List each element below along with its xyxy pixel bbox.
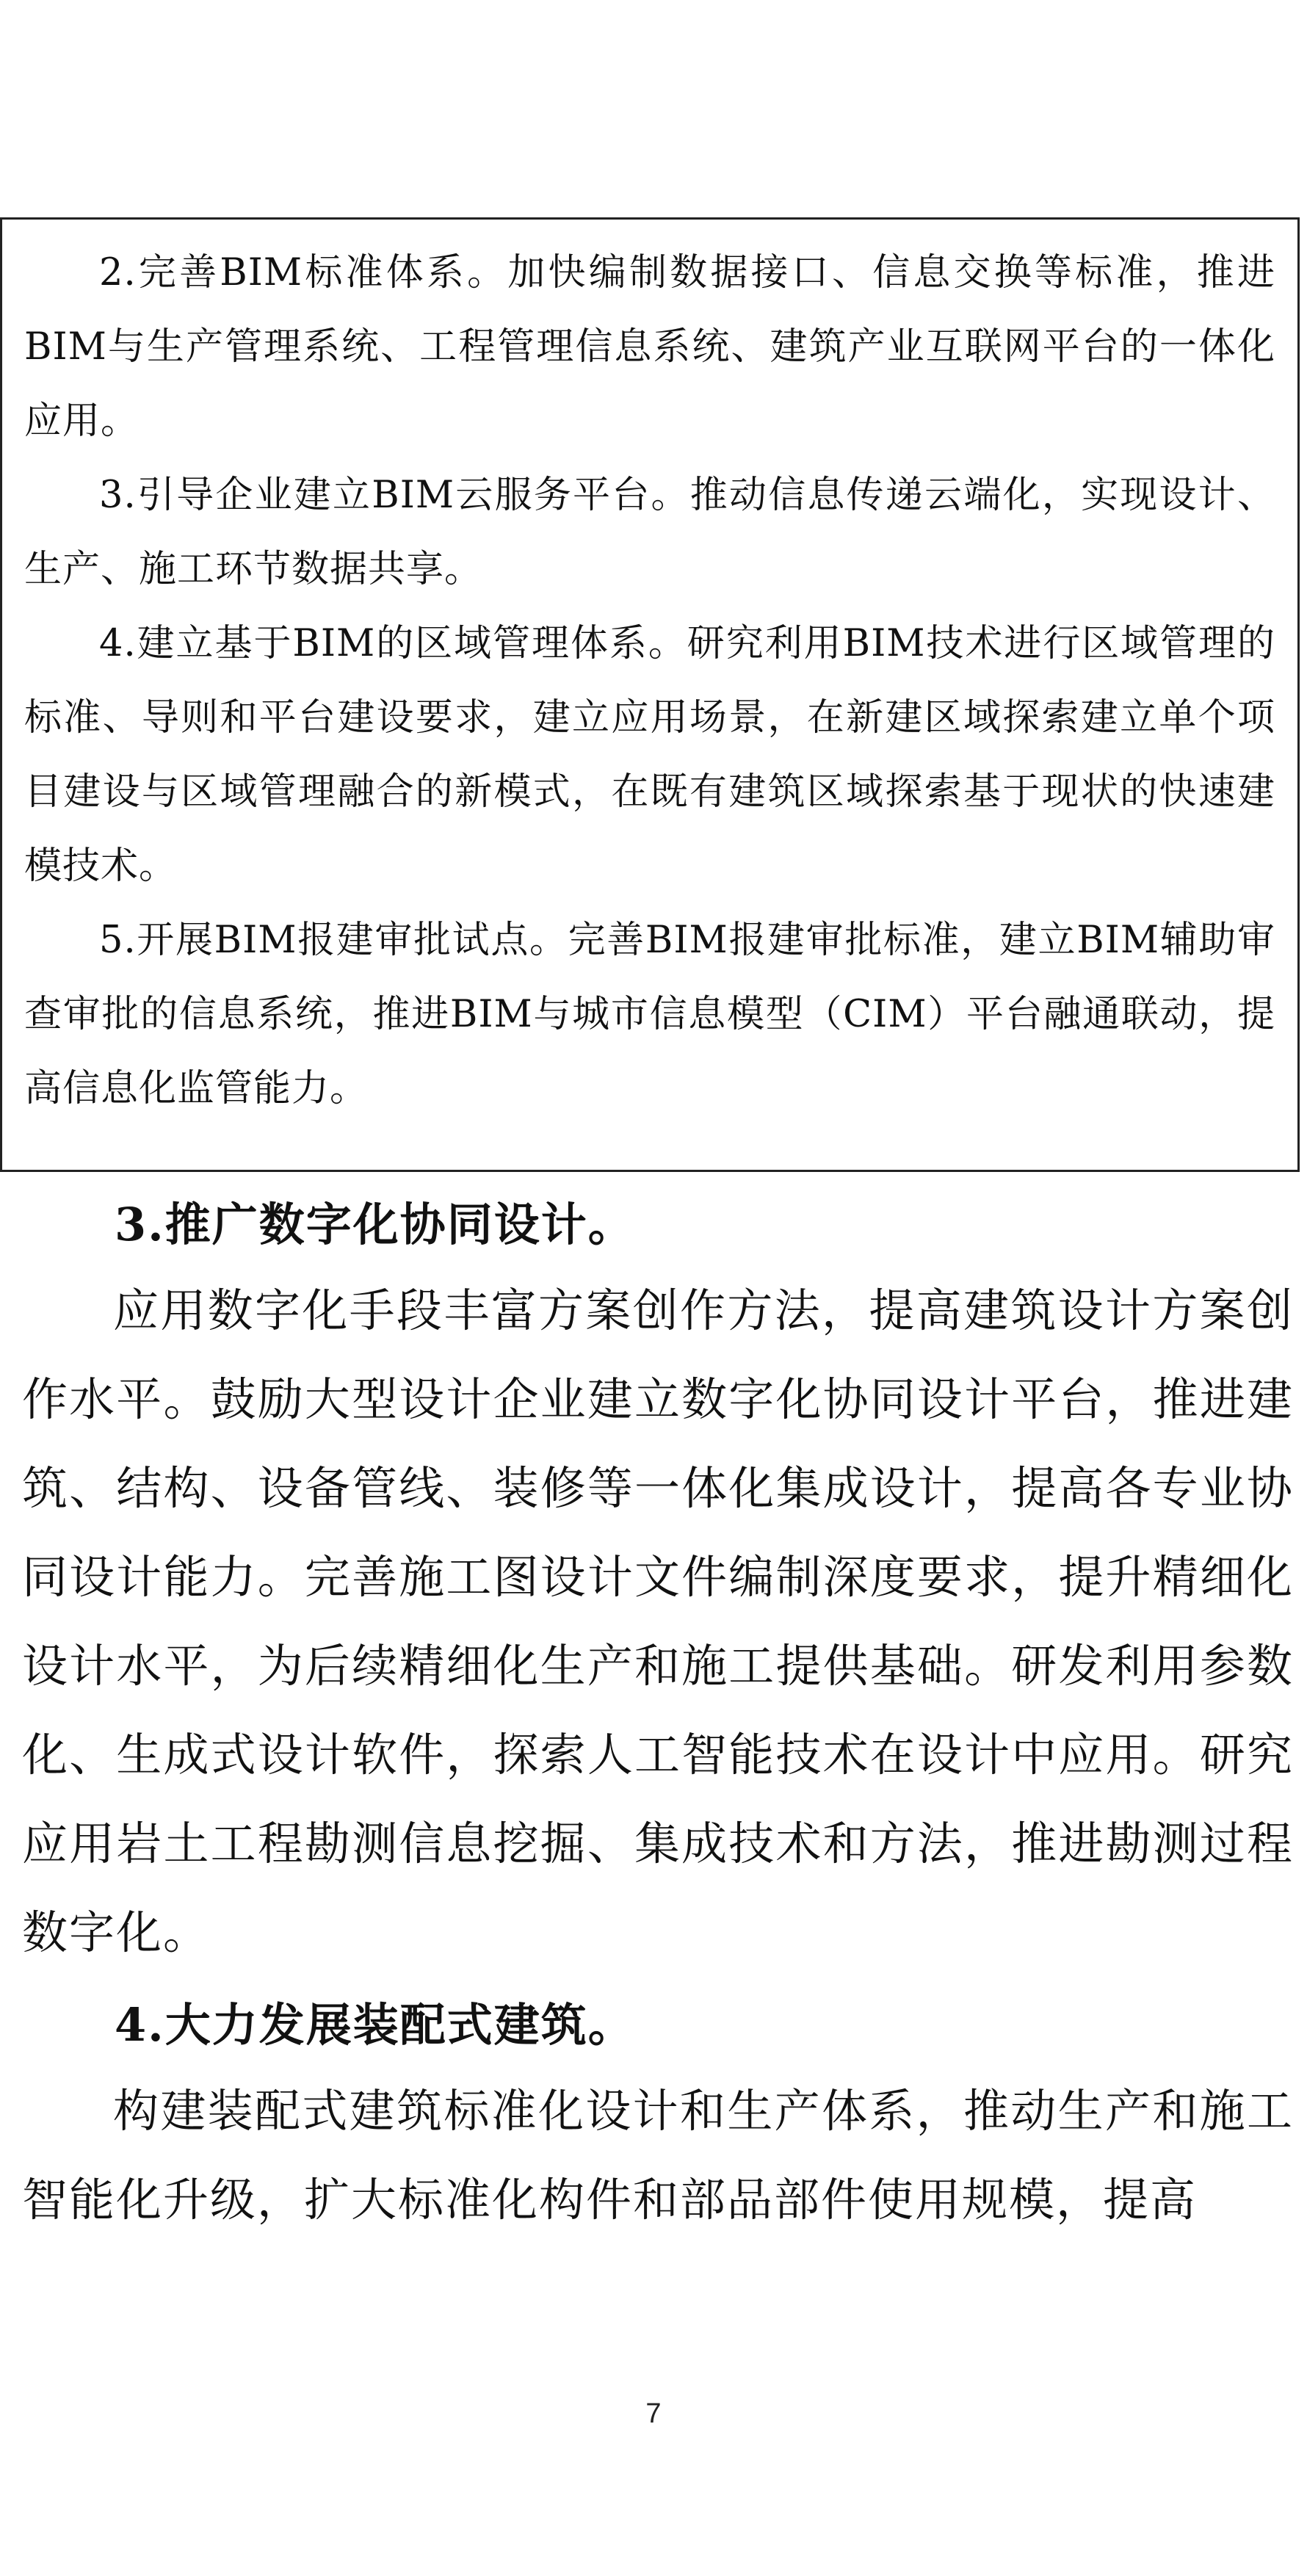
- boxed-text-panel: [0, 217, 1300, 1172]
- box-item-2: 2.完善BIM标准体系。加快编制数据接口、信息交换等标准，推进BIM与生产管理系统、工程管理信息系统、建筑产业互联网平台的一体化应用。: [24, 251, 1275, 443]
- section-paragraph-3: 应用数字化手段丰富方案创作方法，提高建筑设计方案创作水平。鼓励大型设计企业建立数字化协同设计平台，推进建筑、结构、设备管线、装修等一体化集成设计，提高各专业协同设计能力。完善施工图设计文件编制深度要求，提升精细化设计水平，为后续精细化生产和施工提供基础。研发利用参数化、生成式设计软件，探索人工智能技术在设计中应用。研究应用岩土工程勘测信息挖掘、集成技术和方法，推进勘测过程数字化。: [22, 1284, 1294, 1959]
- box-item-4: 4.建立基于BIM的区域管理体系。研究利用BIM技术进行区域管理的标准、导则和平台建设要求，建立应用场景，在新建区域探索建立单个项目建设与区域管理融合的新模式，在既有建筑区域探索基于现状的快速建模技术。: [24, 622, 1275, 888]
- section-heading-4: 4.大力发展装配式建筑。: [115, 1998, 635, 2052]
- page-number: 7: [645, 2398, 662, 2429]
- box-item-3: 3.引导企业建立BIM云服务平台。推动信息传递云端化，实现设计、生产、施工环节数据共享。: [24, 474, 1275, 591]
- main-body-text: [22, 1184, 1294, 2244]
- section-paragraph-4: 构建装配式建筑标准化设计和生产体系，推动生产和施工智能化升级，扩大标准化构件和部品部件使用规模，提高: [22, 2084, 1294, 2226]
- box-item-5: 5.开展BIM报建审批试点。完善BIM报建审批标准，建立BIM辅助审查审批的信息系统，推进BIM与城市信息模型（CIM）平台融通联动，提高信息化监管能力。: [24, 919, 1275, 1110]
- section-heading-3: 3.推广数字化协同设计。: [115, 1198, 635, 1251]
